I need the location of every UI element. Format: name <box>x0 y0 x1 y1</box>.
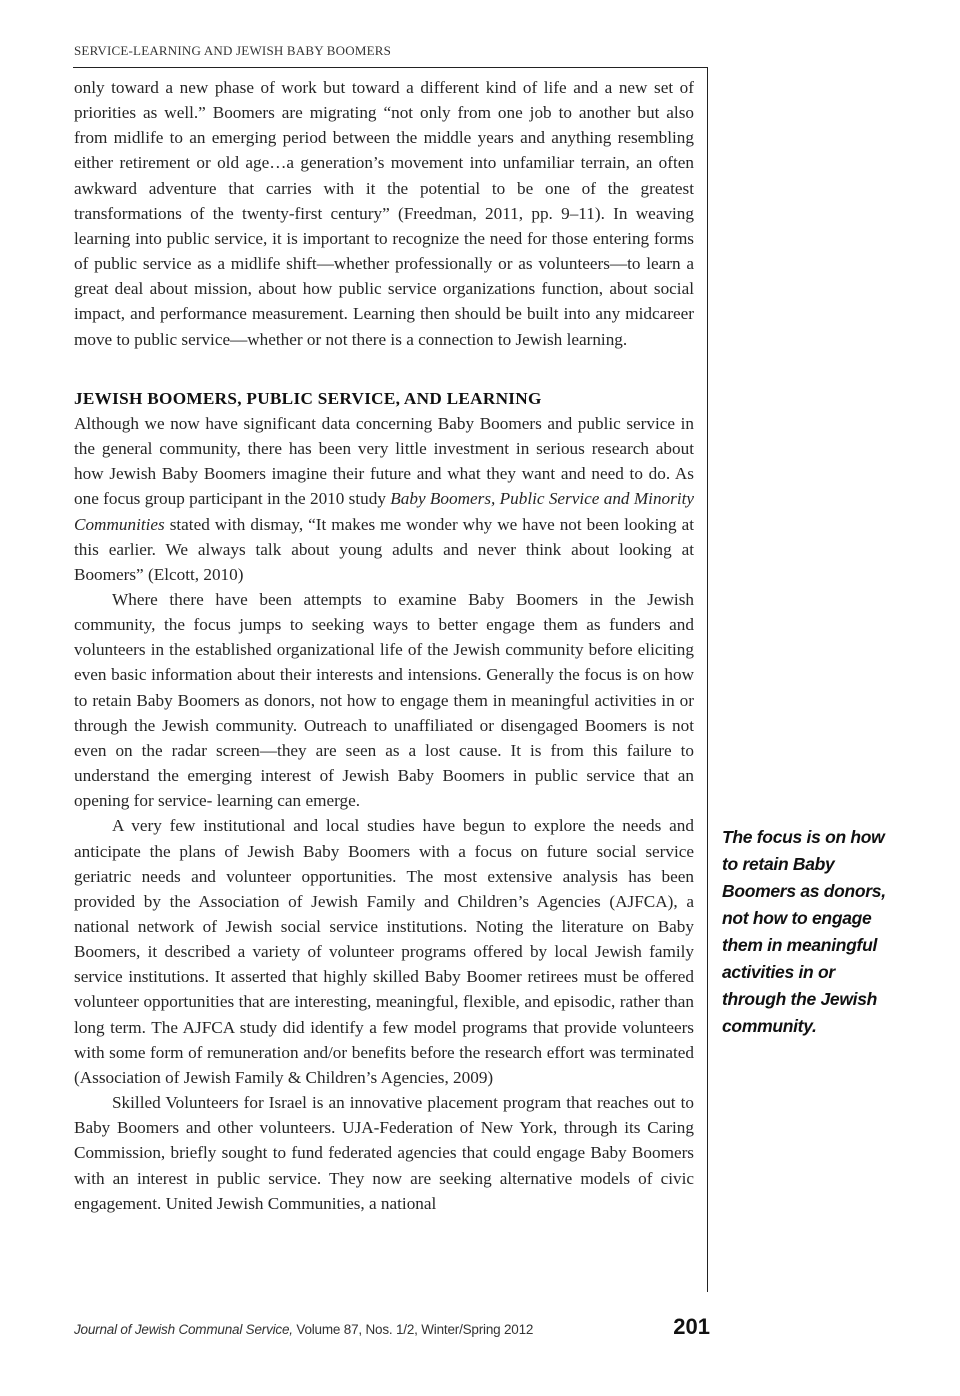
body-text-column <box>74 75 694 1216</box>
top-rule <box>73 67 708 68</box>
pull-quote: The focus is on how to retain Baby Boomers as donors, not how to engage them in meaningful activities in or through the Jewish community. <box>722 827 886 1036</box>
journal-issue: Volume 87, Nos. 1/2, Winter/Spring 2012 <box>292 1322 534 1337</box>
paragraph-1-text-b: stated with dismay, “It makes me wonder why we have not been looking at this earlier. We always talk about young adults and never think about looking at Boomers” (Elcott, 2010) <box>74 514 694 584</box>
paragraph-1 <box>74 411 694 587</box>
study-title: Baby Boomers, Public Service and Minority Communities <box>74 489 694 534</box>
paragraph-3: A very few institutional and local studies have begun to explore the needs and anticipate the plans of Jewish Baby Boomers with a focus on future social service geriatric needs and volunteer opportunities. The most extensive analysis has been provided by the Association of Jewish Family and Children’s Agencies (AJFCA), a national network of Jewish social service institutions. Noting the literature on Baby Boomers, it described a variety of volunteer programs offered by local Jewish family service institutions. It asserted that highly skilled Baby Boomer retirees must be offered volunteer opportunities that are interesting, meaningful, flexible, and episodic, rather than long term. The AJFCA study did identify a few model programs that provide volunteers with some form of remuneration and/or benefits before the research effort was terminated (Association of Jewish Family & Children’s Agencies, 2009) <box>74 816 694 1087</box>
running-head: SERVICE-LEARNING AND JEWISH BABY BOOMERS <box>74 43 392 58</box>
paragraph-4: Skilled Volunteers for Israel is an innovative placement program that reaches out to Baby Boomers and other volunteers. UJA-Federation of New York, through its Caring Commission, briefly sought to fund federated agencies that could engage Baby Boomers with an interest in public service. They now are seeking alternative models of civic engagement. United Jewish Communities, a national <box>74 1093 694 1213</box>
section-heading: JEWISH BOOMERS, PUBLIC SERVICE, AND LEARNING <box>74 388 542 408</box>
journal-citation <box>74 1322 533 1337</box>
column-rule <box>707 67 708 1292</box>
page-footer <box>74 1314 710 1344</box>
journal-name: Journal of Jewish Communal Service, <box>74 1322 293 1337</box>
continued-paragraph: only toward a new phase of work but toward a different kind of life and a new set of priorities as well.” Boomers are migrating “not only from one job to another but also from midlife to an emerging period between the middle years and anything resembling either retirement or old age…a generation’s movement into unfamiliar terrain, an often awkward adventure that carries with it the potential to be one of the greatest transformations of the twenty-first century” (Freedman, 2011, pp. 9–11). In weaving learning into public service, it is important to recognize the need for those entering forms of public service as a midlife shift—whether professionally or as volunteers—to learn a great deal about mission, about how public service organizations function, about social impact, and performance measurement. Learning then should be built into any midcareer move to public service—whether or not there is a connection to Jewish learning. <box>74 78 694 349</box>
paragraph-1-text-a: Although we now have significant data concerning Baby Boomers and public service in the general community, there has been very little investment in serious research about how Jewish Baby Boomers imagine their future and what they want and need to do. As one focus group participant in the 2010 study <box>74 413 694 509</box>
page-number: 201 <box>673 1314 710 1339</box>
paragraph-2: Where there have been attempts to examine Baby Boomers in the Jewish community, the focus jumps to seeking ways to better engage them as funders and volunteers in the established organizational life of the Jewish community before eliciting even basic information about their interests and intensions. Generally the focus is on how to retain Baby Boomers as donors, not how to engage them in meaningful activities in or through the Jewish community. Outreach to unaffiliated or disengaged Boomers is not even on the radar screen—they are seen as a lost cause. It is from this failure to understand the emerging interest of Jewish Baby Boomers in public service that an opening for service- learning can emerge. <box>74 589 694 811</box>
